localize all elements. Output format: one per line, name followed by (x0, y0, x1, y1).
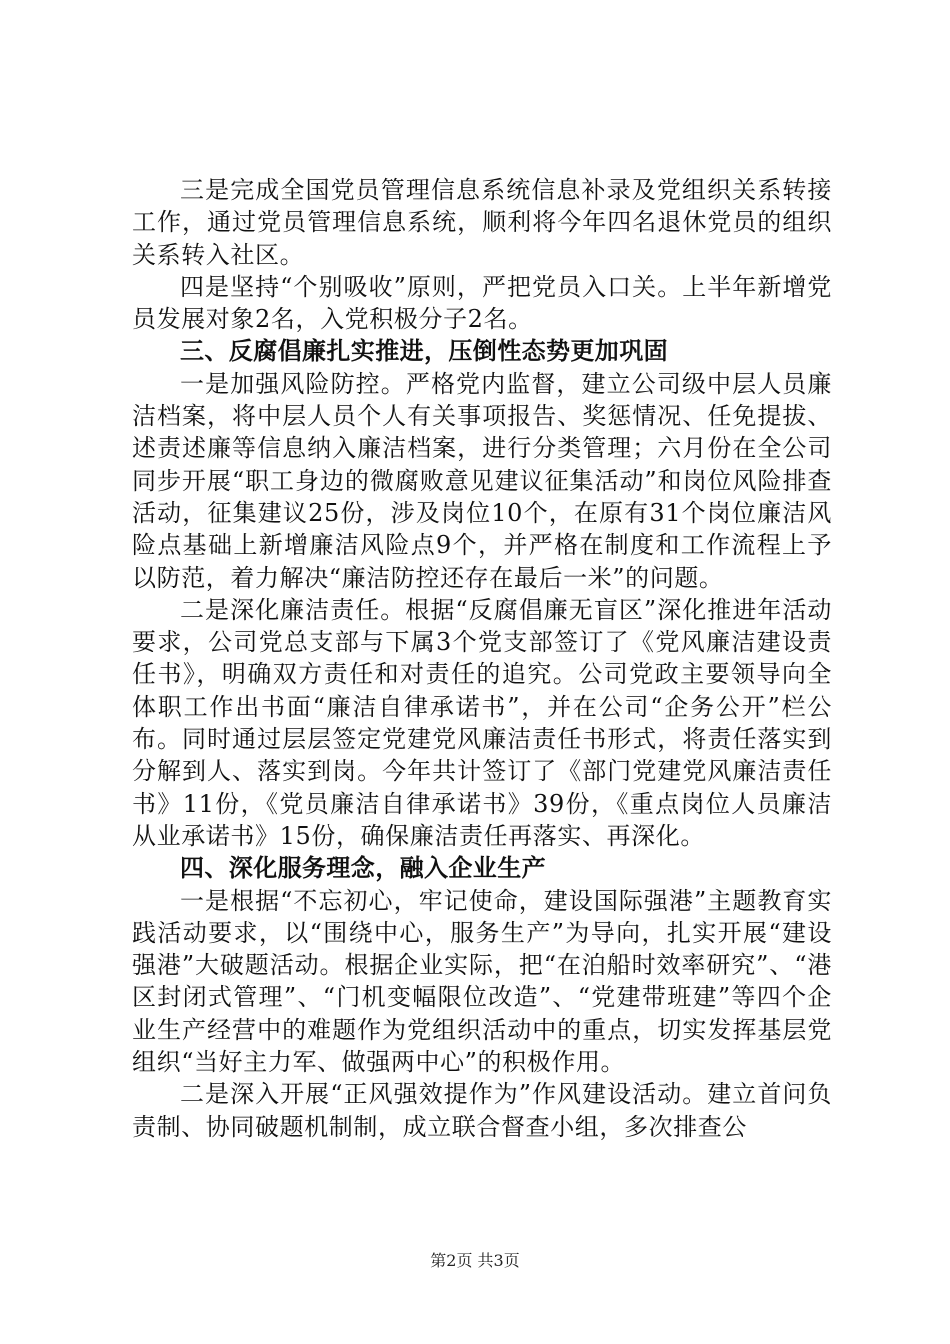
section-heading-service: 四、深化服务理念，融入企业生产 (180, 854, 546, 883)
section-heading-anticorruption: 三、反腐倡廉扎实推进，压倒性态势更加巩固 (180, 337, 668, 366)
body-text (132, 174, 832, 1143)
paragraph-risk-control: 一是加强风险防控。严格党内监督，建立公司级中层人员廉洁档案，将中层人员个人有关事项报告、奖惩情况、任免提拔、述责述廉等信息纳入廉洁档案，进行分类管理；六月份在全公司同步开展“职工身边的微腐败意见建议征集活动”和岗位风险排查活动，征集建议25份，涉及岗位10个，在原有31个岗位廉洁风险点基础上新增廉洁风险点9个，并严格在制度和工作流程上予以防范，着力解决“廉洁防控还存在最后一米”的问题。 (132, 369, 832, 592)
paragraph-membership-transfer: 三是完成全国党员管理信息系统信息补录及党组织关系转接工作，通过党员管理信息系统，顺利将今年四名退休党员的组织关系转入社区。 (132, 176, 832, 269)
paragraph-work-style: 二是深入开展“正风强效提作为”作风建设活动。建立首问负责制、协同破题机制制，成立联合督查小组，多次排查公 (132, 1080, 832, 1141)
paragraph-strong-port: 一是根据“不忘初心，牢记使命，建设国际强港”主题教育实践活动要求，以“围绕中心，服务生产”为导向，扎实开展“建设强港”大破题活动。根据企业实际，把“在泊船时效率研究”、“港区封闭式管理”、“门机变幅限位改造”、“党建带班建”等四个企业生产经营中的难题作为党组织活动中的重点，切实发挥基层党组织“当好主力军、做强两中心”的积极作用。 (132, 886, 832, 1077)
paragraph-integrity-responsibility: 二是深化廉洁责任。根据“反腐倡廉无盲区”深化推进年活动要求，公司党总支部与下属3个党支部签订了《党风廉洁建设责任书》，明确双方责任和对责任的追究。公司党政主要领导向全体职工作出书面“廉洁自律承诺书”，并在公司“企务公开”栏公布。同时通过层层签定党建党风廉洁责任书形式，将责任落实到分解到人、落实到岗。今年共计签订了《部门党建党风廉洁责任书》11份，《党员廉洁自律承诺书》39份，《重点岗位人员廉洁从业承诺书》15份，确保廉洁责任再落实、再深化。 (132, 595, 832, 850)
paragraph-membership-intake: 四是坚持“个别吸收”原则，严把党员入口关。上半年新增党员发展对象2名，入党积极分子2名。 (132, 272, 832, 334)
page-number-footer: 第2页 共3页 (430, 1251, 520, 1270)
